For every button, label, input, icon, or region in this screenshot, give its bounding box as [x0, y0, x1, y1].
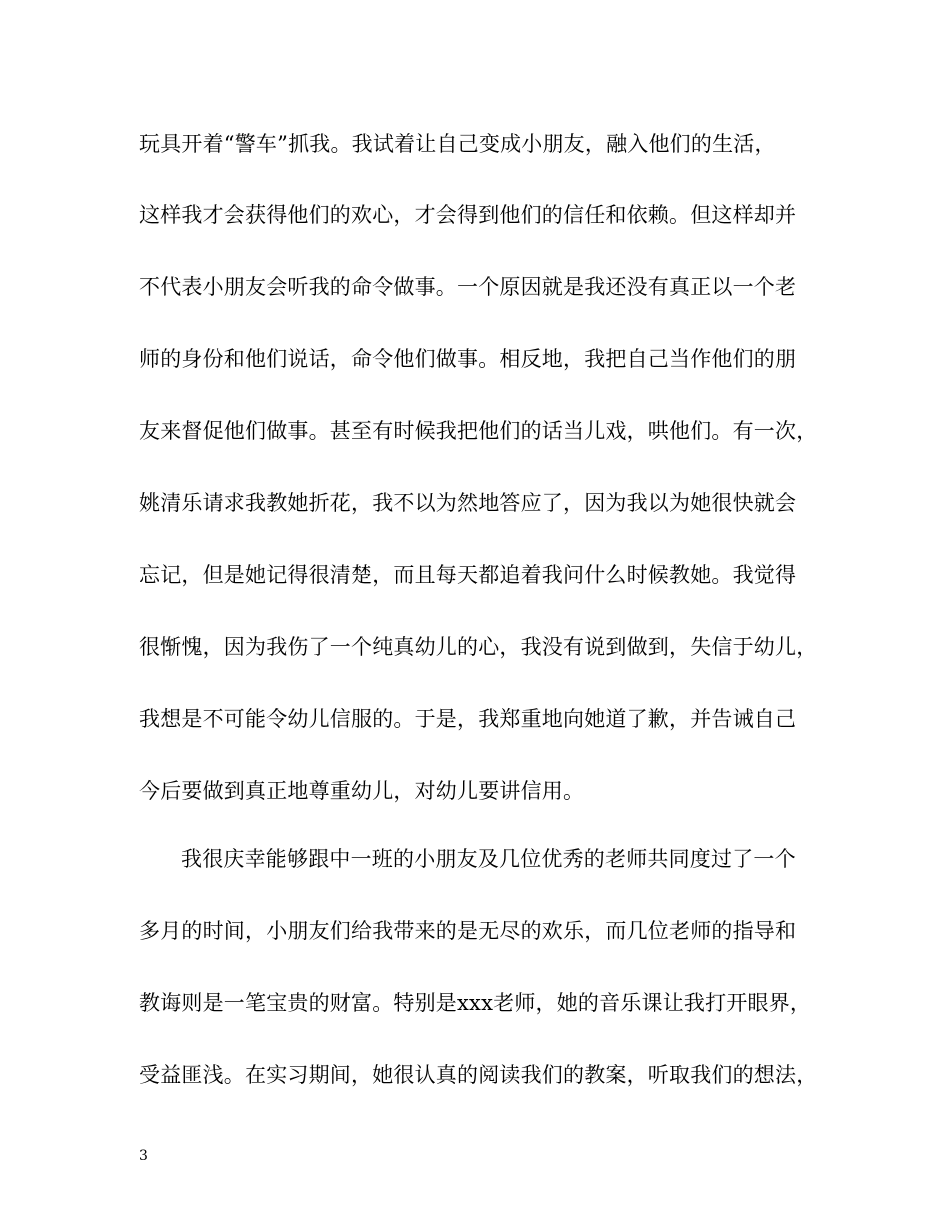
text-line: 不代表小朋友会听我的命令做事。一个原因就是我还没有真正以一个老 [139, 275, 797, 299]
text-line: 很惭愧，因为我伤了一个纯真幼儿的心，我没有说到做到，失信于幼儿， [139, 635, 818, 659]
text-line: 我想是不可能令幼儿信服的。于是，我郑重地向她道了歉，并告诫自己 [139, 707, 797, 731]
paragraph-first-line: 我很庆幸能够跟中一班的小朋友及几位优秀的老师共同度过了一个 [181, 847, 796, 871]
text-line: 师的身份和他们说话，命令他们做事。相反地，我把自己当作他们的朋 [139, 347, 797, 371]
text-line: 玩具开着“警车”抓我。我试着让自己变成小朋友，融入他们的生活， [139, 132, 776, 156]
page-number: 3 [139, 1148, 148, 1164]
text-line: 忘记，但是她记得很清楚，而且每天都追着我问什么时候教她。我觉得 [139, 563, 797, 587]
text-line: 友来督促他们做事。甚至有时候我把他们的话当儿戏，哄他们。有一次， [139, 419, 818, 443]
text-line: 这样我才会获得他们的欢心，才会得到他们的信任和依赖。但这样却并 [139, 203, 797, 227]
text-line: 今后要做到真正地尊重幼儿，对幼儿要讲信用。 [139, 779, 585, 803]
text-line: 多月的时间，小朋友们给我带来的是无尽的欢乐，而几位老师的指导和 [139, 919, 797, 943]
text-line: 教诲则是一笔宝贵的财富。特别是xxx老师，她的音乐课让我打开眼界， [139, 991, 812, 1015]
text-line: 受益匪浅。在实习期间，她很认真的阅读我们的教案，听取我们的想法， [139, 1063, 818, 1087]
text-line: 姚清乐请求我教她折花，我不以为然地答应了，因为我以为她很快就会 [139, 491, 797, 515]
